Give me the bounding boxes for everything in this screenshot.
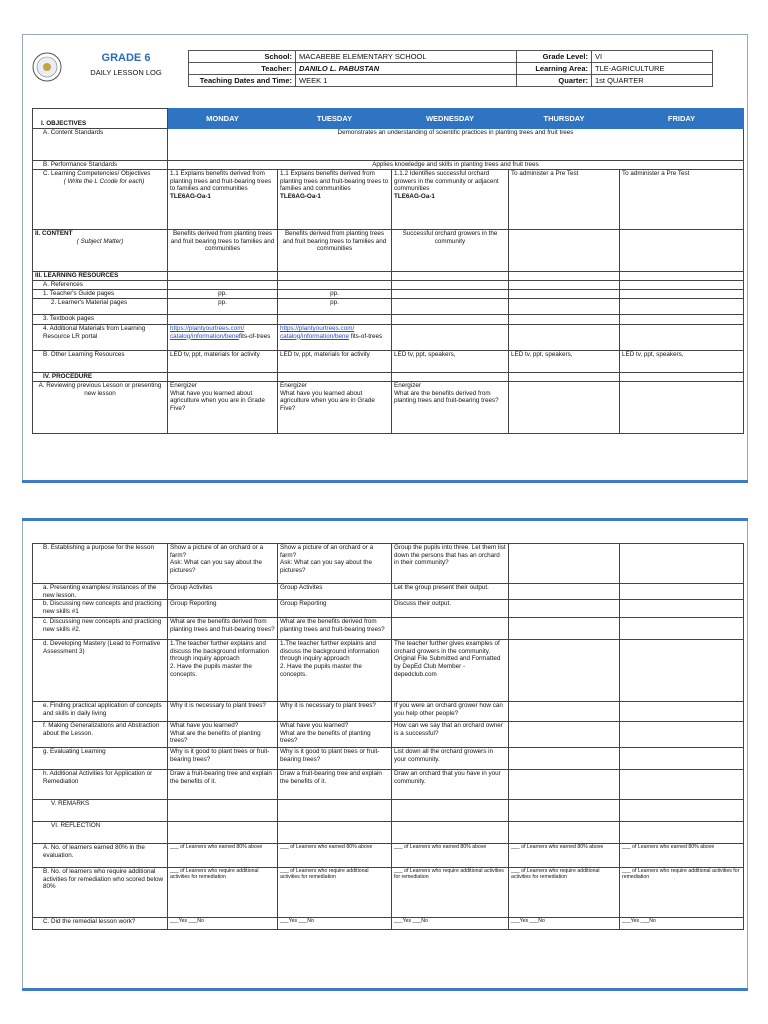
procedure-cell <box>509 584 620 600</box>
competency-code: TLE6AG-Oa-1 <box>394 192 435 200</box>
evaluation-count-cell[interactable]: ___ of Learners who earned 80% above <box>392 844 509 868</box>
procedure-cell: Why it is necessary to plant trees? <box>278 702 392 722</box>
procedure-row <box>33 618 744 640</box>
references-label: A. References <box>33 281 168 290</box>
procedure-cell <box>620 640 744 702</box>
procedure-cell <box>620 722 744 748</box>
competency-text: 1.1 Explains benefits derived from planting trees and fruit-bearing trees to families and communities <box>280 170 389 193</box>
resource-link-tail: fits-of-trees <box>350 332 383 340</box>
learning-area-label: Learning Area: <box>517 63 592 75</box>
other-resources-wednesday: LED tv, ppt, speakers, <box>392 351 509 373</box>
content-thursday <box>509 230 620 272</box>
evaluation-count-cell[interactable]: ___ of Learners who earned 80% above <box>278 844 392 868</box>
competency-wednesday <box>392 170 509 230</box>
procedure-cell <box>620 748 744 770</box>
procedure-row <box>33 600 744 618</box>
procedure-cell: What are the benefits derived from planting trees and fruit-bearing trees? <box>278 618 392 640</box>
competency-text: 1.1 Explains benefits derived from planting trees and fruit-bearing trees to families and communities <box>170 170 272 193</box>
learners-material-label: 2. Learner's Material pages <box>33 299 168 315</box>
procedure-cell: Group Reporting <box>168 600 278 618</box>
evaluation-count-cell[interactable]: ___ of Learners who earned 80% above <box>168 844 278 868</box>
content-label <box>33 230 168 272</box>
procedure-cell <box>509 722 620 748</box>
procedure-cell <box>509 748 620 770</box>
procedure-cell: Why is it good to plant trees or fruit-bearing trees? <box>278 748 392 770</box>
competency-friday: To administer a Pre Test <box>620 170 744 230</box>
procedure-step-label: h. Additional Activities for Application or Remediation <box>33 770 168 800</box>
energizer-text: Energizer <box>280 382 307 389</box>
procedure-cell <box>620 544 744 584</box>
procedure-cell <box>620 584 744 600</box>
procedure-cell: Show a picture of an orchard or a farm? Ask: What can you say about the pictures? <box>278 544 392 584</box>
remediation-count-cell[interactable]: ___ of Learners who require additional activities for remediation <box>278 868 392 918</box>
school-value: MACABEBE ELEMENTARY SCHOOL <box>296 51 517 63</box>
procedure-cell <box>620 600 744 618</box>
review-label: A. Reviewing previous Lesson or presenting new lesson <box>33 382 168 434</box>
procedure-row <box>33 748 744 770</box>
day-header-friday: FRIDAY <box>620 109 744 129</box>
procedure-step-label: b. Discussing new concepts and practicing new skills #1 <box>33 600 168 618</box>
evaluation-count-label: A. No. of learners earned 80% in the evaluation. <box>33 844 168 868</box>
day-header-tuesday: TUESDAY <box>278 109 392 129</box>
reflection-label: VI. REFLECTION <box>33 822 168 844</box>
procedure-cell: Group the pupils into three. Let them list down the persons that has an orchard in their community? <box>392 544 509 584</box>
content-standards-value: Demonstrates an understanding of scientific practices in planting trees and fruit trees <box>168 129 744 161</box>
lesson-log-header <box>32 50 742 88</box>
procedure-step-label: d. Developing Mastery (Lead to Formative Assessment 3) <box>33 640 168 702</box>
procedure-cell <box>509 618 620 640</box>
procedure-cell <box>509 600 620 618</box>
content-title: II. CONTENT <box>35 230 73 237</box>
procedure-row <box>33 584 744 600</box>
textbook-label: 3. Textbook pages <box>33 315 168 325</box>
procedure-cell: If you were an orchard grower how can you help other people? <box>392 702 509 722</box>
additional-materials-label: 4. Additional Materials from Learning Resource LR portal <box>33 325 168 351</box>
learners-material-monday: pp. <box>168 299 278 315</box>
procedure-cell: Draw an orchard that you have in your community. <box>392 770 509 800</box>
review-text: What have you learned about agriculture when you are in Grade Five? <box>280 389 375 412</box>
procedure-cell: What have you learned? What are the benefits of planting trees? <box>278 722 392 748</box>
dates-value: WEEK 1 <box>296 75 517 87</box>
day-header-monday: MONDAY <box>168 109 278 129</box>
energizer-text: Energizer <box>394 382 421 389</box>
procedure-row <box>33 770 744 800</box>
procedure-cell: Discuss their output. <box>392 600 509 618</box>
procedure-row <box>33 702 744 722</box>
lesson-table-page-1 <box>32 108 744 434</box>
procedure-cell: What have you learned? What are the benefits of planting trees? <box>168 722 278 748</box>
log-title: DAILY LESSON LOG <box>90 68 162 77</box>
procedure-cell <box>620 618 744 640</box>
procedure-cell: Group Activites <box>278 584 392 600</box>
page-separator <box>22 480 748 483</box>
procedure-cell <box>620 702 744 722</box>
resource-link[interactable]: https://plantyourtrees.com/ catalog/information/bene <box>280 325 355 340</box>
other-resources-thursday: LED tv, ppt, speakers, <box>509 351 620 373</box>
objectives-heading: I. OBJECTIVES <box>33 109 168 129</box>
procedure-step-label: a. Presenting examples/ instances of the new lesson. <box>33 584 168 600</box>
resources-label: III. LEARNING RESOURCES <box>33 272 168 281</box>
content-tuesday: Benefits derived from planting trees and fruit bearing trees to families and communities <box>278 230 392 272</box>
procedure-step-label: c. Discussing new concepts and practicing new skills #2. <box>33 618 168 640</box>
remediation-count-cell[interactable]: ___ of Learners who require additional activities for remediation <box>168 868 278 918</box>
day-header-thursday: THURSDAY <box>509 109 620 129</box>
review-monday <box>168 382 278 434</box>
procedure-cell <box>509 544 620 584</box>
procedure-cell <box>509 640 620 702</box>
content-monday: Benefits derived from planting trees and fruit bearing trees to families and communities <box>168 230 278 272</box>
procedure-label: IV. PROCEDURE <box>33 373 168 382</box>
procedure-step-label: g. Evaluating Learning <box>33 748 168 770</box>
performance-standards-value: Applies knowledge and skills in planting trees and fruit trees <box>168 161 744 170</box>
procedure-cell: Why is it good to plant trees or fruit-bearing trees? <box>168 748 278 770</box>
page-separator <box>22 518 748 521</box>
remediation-count-label: B. No. of learners who require additional activities for remediation who scored below 80% <box>33 868 168 918</box>
review-text: What have you learned about agriculture when you are in Grade Five? <box>170 389 265 412</box>
teachers-guide-label: 1. Teacher's Guide pages <box>33 290 168 299</box>
procedure-cell: List down all the orchard growers in your community. <box>392 748 509 770</box>
competency-tuesday <box>278 170 392 230</box>
content-subtitle: ( Subject Matter) <box>76 237 124 245</box>
competency-monday <box>168 170 278 230</box>
competency-code: TLE6AG-Oa-1 <box>280 192 321 200</box>
page-separator <box>22 988 748 991</box>
evaluation-count-cell[interactable]: ___ of Learners who earned 80% above <box>509 844 620 868</box>
grade-title: GRADE 6 <box>101 52 151 64</box>
teacher-value: DANILO L. PABUSTAN <box>296 63 517 75</box>
additional-materials-tuesday <box>278 325 392 351</box>
remedial-worked-cell[interactable]: ___Yes ___No <box>392 918 509 930</box>
competency-code: TLE6AG-Oa-1 <box>170 192 211 200</box>
dates-label: Teaching Dates and Time: <box>189 75 296 87</box>
procedure-cell: How can we say that an orchard owner is a successful? <box>392 722 509 748</box>
grade-level-value: VI <box>592 51 713 63</box>
remediation-count-cell[interactable]: ___ of Learners who require additional activities for remediation <box>620 868 744 918</box>
teachers-guide-monday: pp. <box>168 290 278 299</box>
learning-area-value: TLE-AGRICULTURE <box>592 63 713 75</box>
deped-seal-icon <box>32 52 62 82</box>
other-resources-friday: LED tv, ppt, speakers, <box>620 351 744 373</box>
evaluation-count-cell[interactable]: ___ of Learners who earned 80% above <box>620 844 744 868</box>
procedure-step-label: e. Finding practical application of concepts and skills in daily living <box>33 702 168 722</box>
procedure-step-label: f. Making Generalizations and Abstraction about the Lesson. <box>33 722 168 748</box>
procedure-cell <box>392 618 509 640</box>
review-wednesday <box>392 382 509 434</box>
competency-text: 1.1.2 Identifies successful orchard growers in the community or adjacent communities <box>394 170 499 193</box>
procedure-row <box>33 640 744 702</box>
review-text: What are the benefits derived from planting trees and fruit-bearing trees? <box>394 389 499 405</box>
info-table <box>188 50 713 87</box>
content-standards-label: A. Content Standards <box>33 129 168 161</box>
content-friday <box>620 230 744 272</box>
resource-link[interactable]: https://plantyourtrees.com/ catalog/information/bene <box>170 325 245 340</box>
procedure-cell: Draw a fruit-bearing tree and explain the benefits of it. <box>278 770 392 800</box>
procedure-step-label: B. Establishing a purpose for the lesson <box>33 544 168 584</box>
competencies-subtitle: ( Write the L Ccode for each) <box>63 177 145 185</box>
procedure-cell <box>509 702 620 722</box>
learners-material-tuesday: pp. <box>278 299 392 315</box>
remediation-count-cell[interactable]: ___ of Learners who require additional activities for remediation <box>392 868 509 918</box>
remarks-label: V. REMARKS <box>33 800 168 822</box>
procedure-row <box>33 722 744 748</box>
remedial-worked-cell[interactable]: ___Yes ___No <box>620 918 744 930</box>
procedure-cell: Let the group present their output. <box>392 584 509 600</box>
procedure-cell: The teacher further gives examples of orchard growers in the community. Original File Submitted and Formatted by DepEd Club Member - depedclub.com <box>392 640 509 702</box>
procedure-cell: Group Reporting <box>278 600 392 618</box>
procedure-cell: Group Activites <box>168 584 278 600</box>
procedure-cell: 1.The teacher further explains and discuss the background information through inquiry approach 2. Have the pupils master the concepts. <box>168 640 278 702</box>
additional-materials-monday <box>168 325 278 351</box>
content-wednesday: Successful orchard growers in the community <box>392 230 509 272</box>
resource-link-tail: fits-of-trees <box>238 332 271 340</box>
procedure-cell: Show a picture of an orchard or a farm? Ask: What can you say about the pictures? <box>168 544 278 584</box>
school-label: School: <box>189 51 296 63</box>
competency-thursday: To administer a Pre Test <box>509 170 620 230</box>
competencies-title: C. Learning Competencies/ Objectives <box>43 170 151 177</box>
performance-standards-label: B. Performance Standards <box>33 161 168 170</box>
procedure-cell: Draw a fruit-bearing tree and explain the benefits of it. <box>168 770 278 800</box>
remedial-worked-cell[interactable]: ___Yes ___No <box>168 918 278 930</box>
procedure-cell: 1.The teacher further explains and discuss the background information through inquiry approach 2. Have the pupils master the concepts. <box>278 640 392 702</box>
other-resources-tuesday: LED tv, ppt, materials for activity <box>278 351 392 373</box>
day-header-wednesday: WEDNESDAY <box>392 109 509 129</box>
remedial-worked-cell[interactable]: ___Yes ___No <box>509 918 620 930</box>
quarter-label: Quarter: <box>517 75 592 87</box>
competencies-label <box>33 170 168 230</box>
remedial-worked-label: C. Did the remedial lesson work? <box>33 918 168 930</box>
lesson-table-page-2 <box>32 543 744 930</box>
other-resources-label: B. Other Learning Resources <box>33 351 168 373</box>
quarter-value: 1st QUARTER <box>592 75 713 87</box>
grade-level-label: Grade Level: <box>517 51 592 63</box>
procedure-row <box>33 544 744 584</box>
procedure-cell: What are the benefits derived from planting trees and fruit-bearing trees? <box>168 618 278 640</box>
other-resources-monday: LED tv, ppt, materials for activity <box>168 351 278 373</box>
teacher-label: Teacher: <box>189 63 296 75</box>
energizer-text: Energizer <box>170 382 197 389</box>
remediation-count-cell[interactable]: ___ of Learners who require additional activities for remediation <box>509 868 620 918</box>
remedial-worked-cell[interactable]: ___Yes ___No <box>278 918 392 930</box>
procedure-cell <box>620 770 744 800</box>
review-tuesday <box>278 382 392 434</box>
teachers-guide-tuesday: pp. <box>278 290 392 299</box>
procedure-cell: Why it is necessary to plant trees? <box>168 702 278 722</box>
procedure-cell <box>509 770 620 800</box>
